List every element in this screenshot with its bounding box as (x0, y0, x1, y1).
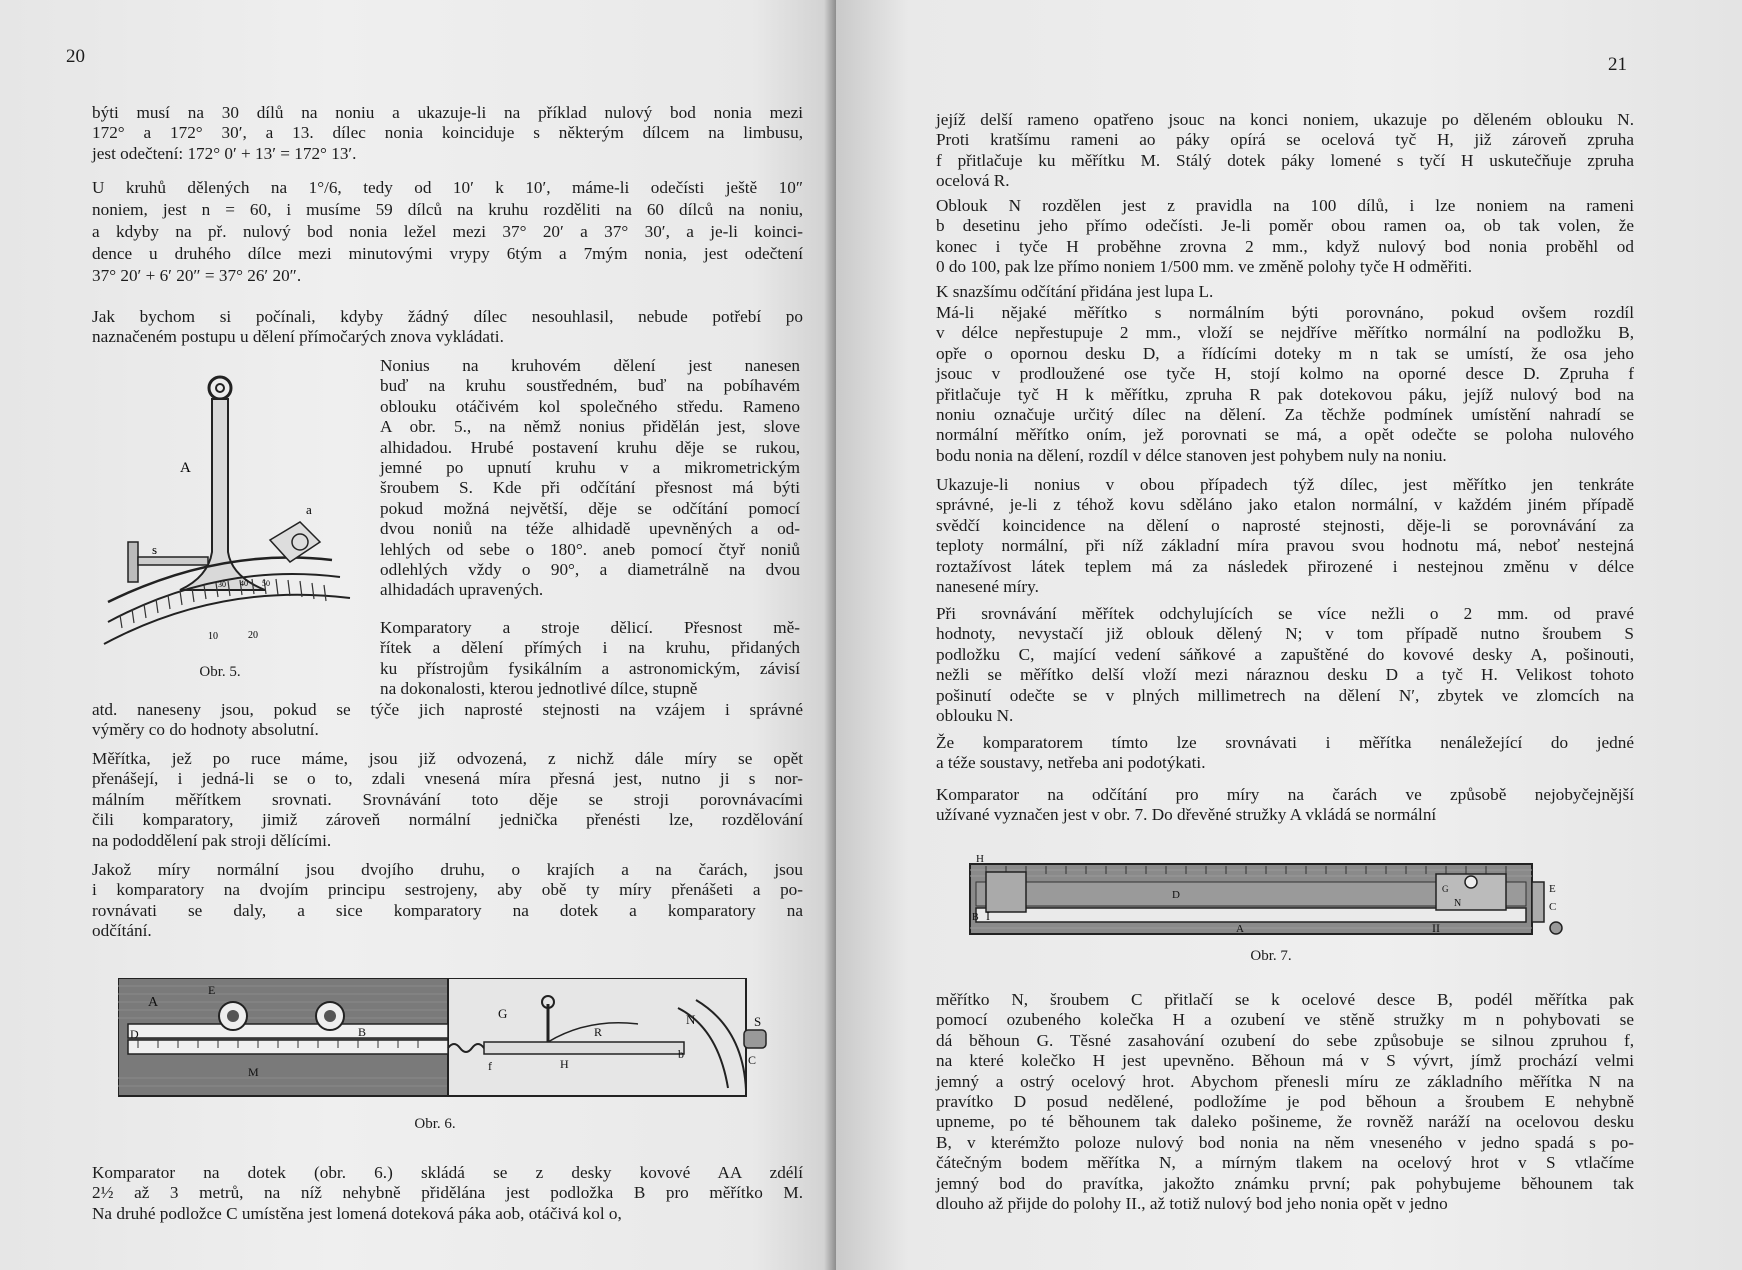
left-paragraph-6 (92, 749, 803, 851)
text-line: odlehlých vždy o 90°, a diametrálně na dvou (380, 560, 800, 580)
text-line: 2½ až 3 metrů, na níž nehybně přidělána jest podložka B pro měřítko M. (92, 1183, 803, 1203)
fig6-label-E: E (208, 983, 216, 997)
fig6-label-B: B (358, 1025, 367, 1039)
text-line: a téže soustavy, netřeba ani podotýkati. (936, 753, 1206, 773)
left-paragraph-5b (92, 700, 803, 741)
text-line: ku přístrojům fysikálním a astronomickým, závisí (380, 658, 800, 678)
fig7-label-G: G (1442, 884, 1449, 894)
left-paragraph-3 (92, 307, 803, 348)
text-line: naznačeném postupu u dělení přímočarých znova vykládati. (92, 327, 504, 347)
text-line: opře o opornou desku D, a řídícími doteky m n tak se umístí, že osa jeho (936, 343, 1634, 363)
left-paragraph-1 (92, 103, 803, 164)
text-line: odčítání. (92, 921, 152, 941)
text-line: svědčí koincidence na dělení o naprosté stejnosti, děje-li se porovnávání za (936, 515, 1634, 535)
right-paragraph-4 (936, 303, 1634, 466)
fig6-label-A: A (148, 995, 159, 1010)
figure-6 (118, 978, 768, 1098)
right-paragraph-8 (936, 785, 1634, 826)
fig6-label-b: b (678, 1047, 684, 1061)
text-line: roztažívost látek teplem má za následek přirozené i nestejnou změnu v délce (936, 556, 1634, 576)
fig7-label-I: I (986, 909, 990, 923)
fig5-label-a: a (306, 502, 312, 517)
text-line: B, v kterémžto poloze nulový bod nonia na něm vneseného v jedno spadá s po- (936, 1132, 1634, 1152)
text-line: řítek a dělení přímých i na kruhu, přidaných (380, 638, 800, 658)
text-line: teploty normální, při níž základní míra pravou svou hodnotu má, neboť nestejná (936, 536, 1634, 556)
text-line: v délce nepřestupuje 2 mm., vloží se nejdříve měřítko normální na podložku B, (936, 323, 1634, 343)
fig7-label-D: D (1172, 889, 1180, 901)
left-paragraph-8 (92, 1163, 803, 1224)
text-line: Jakož míry normální jsou dvojího druhu, o krajích a na čarách, jsou (92, 860, 803, 879)
figure-6-drawing (118, 978, 768, 1098)
figure-7 (966, 852, 1566, 942)
text-line: buď na kruhu soustředném, buď na pobíhavém (380, 376, 800, 396)
figure-5-caption: Obr. 5. (199, 664, 241, 680)
text-line: přenášejí, i jedná-li se o to, zdali vnesená míra přesná jest, nutno ji s nor- (92, 769, 803, 789)
text-line: na pododdělení pak stroji dělícími. (92, 830, 332, 850)
text-line: na které kolečko H jest upevněno. Běhoun má v S vývrt, jímž prochází velmi (936, 1051, 1634, 1071)
text-line: K snazšímu odčítání přidána jest lupa L. (936, 282, 1214, 301)
text-line: šroubem S. Kde při odčítání přesnost má býti (380, 478, 800, 498)
text-line: přitlačuje tyč H k měřítku, zpruha R pak dotekovou páku, jejíž nulový bod na (936, 384, 1634, 404)
text-line: Proti kratšímu rameni ao páky opírá se ocelová tyč H, již zároveň zpruha (936, 130, 1634, 150)
right-paragraph-7 (936, 733, 1634, 774)
text-line: jemný a ostrý ocelový hrot. Abychom přenesli míru ze základního měřítka N na (936, 1071, 1634, 1091)
text-line: podložku C, mající vedení sáňkové a zapuštěné do kovové desky A, pošinouti, (936, 644, 1634, 664)
figure-5 (100, 372, 380, 662)
text-line: a kdyby na př. nulový bod nonia ležel mezi 37° 20′ a 37° 30′, a je-li koinci- (92, 222, 803, 241)
text-line: nežli se měřítko delší vloží mezi náraznou desku D a tyč H. Velikost tohoto (936, 665, 1634, 685)
text-line: býti musí na 30 dílů na noniu a ukazuje-li na příklad nulový bod nonia mezi (92, 103, 803, 122)
text-line: Má-li nějaké měřítko s normálním býti porovnáno, pokud ovšem rozdíl (936, 303, 1634, 322)
fig5-label-A: A (180, 460, 191, 476)
left-paragraph-4 (380, 356, 800, 601)
right-paragraph-6 (936, 604, 1634, 726)
text-line: noniem, jest n = 60, i musíme 59 dílců na kruhu rozděliti na 60 dílců na noniu, (92, 200, 803, 219)
text-line: pokud možná největší, děje se odčítání pomocí (380, 498, 800, 518)
text-line: rovnávati se daly, a sice komparatory na dotek a komparatory na (92, 900, 803, 920)
text-line: Nonius na kruhovém dělení jest nanesen (380, 356, 800, 375)
figure-7-caption: Obr. 7. (1250, 948, 1292, 964)
text-line: Jak bychom si počínali, kdyby žádný dílec nesouhlasil, nebude potřebí po (92, 307, 803, 326)
fig5-scale-10: 10 (208, 631, 218, 642)
text-line: U kruhů dělených na 1°/6, tedy od 10′ k 10′, máme-li odečísti ještě 10″ (92, 178, 803, 197)
text-line: i komparatory na dvojím principu sestrojeny, aby obě ty míry přenášeti a po- (92, 880, 803, 900)
fig6-label-N: N (686, 1012, 696, 1027)
text-line: 0 do 100, pak lze přímo noniem 1/500 mm. ve změně polohy tyče H odměřiti. (936, 257, 1473, 277)
figure-7-drawing (966, 852, 1566, 942)
text-line: lehlých od sebe o 180°. aneb pomocí čtyř noniů (380, 539, 800, 559)
fig5-label-s: s (152, 542, 158, 557)
text-line: jsouc v prodloužené ose tyče H, stojí kolmo na oporné desce D. Zpruha f (936, 364, 1634, 384)
text-line: Komparator na dotek (obr. 6.) skládá se z desky kovové AA zdélí (92, 1163, 803, 1182)
text-line: Komparatory a stroje dělicí. Přesnost mě- (380, 618, 800, 637)
text-line: čátečným bodem měřítka N, a mírným tlakem na ocelový hrot v S vtlačíme (936, 1153, 1634, 1173)
text-line: čili komparatory, jimiž zároveň normální jednička přenésti lze, rozdělování (92, 810, 803, 830)
text-line: ocelová R. (936, 171, 1010, 191)
text-line: jejíž delší rameno opatřeno jsouc na konci noniem, ukazuje po děleném oblouku N. (936, 110, 1634, 129)
right-paragraph-2 (936, 196, 1634, 278)
text-line: alhidadách upravených. (380, 580, 544, 600)
text-line: pošinutí odečte se v plných millimetrech na dělení N′, zbytek ve zlomcích na (936, 685, 1634, 705)
fig7-label-C: C (1549, 901, 1557, 913)
fig6-label-H: H (560, 1057, 569, 1071)
text-line: nanesené míry. (936, 577, 1039, 597)
text-line: Že komparatorem tímto lze srovnávati i měřítka nenáležející do jedné (936, 733, 1634, 752)
fig7-label-E: E (1549, 883, 1556, 895)
fig5-nonius-30: 30 (218, 580, 226, 589)
fig6-label-C: C (748, 1053, 757, 1067)
text-line: oblouku N. (936, 706, 1014, 726)
fig6-label-G: G (498, 1006, 508, 1021)
text-line: správné, je-li z téhož kovu sděláno jako etalon normální, v každém jiném případě (936, 495, 1634, 515)
text-line: alhidadou. Hrubé postavení kruhu děje se rukou, (380, 437, 800, 457)
text-line: jemný bod do pravítka, jakožto známku první; pak pohybujeme běhounem tak (936, 1173, 1634, 1193)
fig6-label-f: f (488, 1059, 492, 1073)
text-line: Komparator na odčítání pro míry na čarách ve způsobě nejobyčejnější (936, 785, 1634, 804)
text-line: hodnoty, nevystačí již oblouk dělený N; v tom případě nutno šroubem S (936, 624, 1634, 644)
text-line: noniu označuje určitý dílec na dělení. Za těchže podmínek umístění nahradí se (936, 405, 1634, 425)
figure-6-caption: Obr. 6. (414, 1116, 456, 1132)
text-line: užívané vyznačen jest v obr. 7. Do dřevěné stružky A vkládá se normální (936, 805, 1437, 825)
text-line: jest odečtení: 172° 0′ + 13′ = 172° 13′. (92, 143, 357, 163)
left-paragraph-5 (380, 618, 800, 700)
text-line: f přitlačuje ku měřítku M. Stálý dotek páky lomené s tyčí H uskutečňuje zpruha (936, 150, 1634, 170)
text-line: 172° a 172° 30′, a 13. dílec nonia koinciduje s některým dílcem na limbusu, (92, 123, 803, 143)
text-line: málním měřítkem srovnati. Srovnávání toto děje se stroji porovnávacími (92, 789, 803, 809)
text-line: pomocí ozubeného kolečka H a ozubení ve stěně stružky m n pohybovati se (936, 1010, 1634, 1030)
fig5-nonius-40: 40 (240, 579, 248, 588)
fig7-label-N: N (1454, 898, 1462, 909)
page-number-right: 21 (1608, 54, 1627, 75)
fig7-label-B: B (972, 912, 979, 923)
text-line: Oblouk N rozdělen jest z pravidla na 100 dílů, i lze noniem na rameni (936, 196, 1634, 215)
figure-5-drawing (100, 372, 380, 662)
text-line: výměry co do hodnoty absolutní. (92, 720, 319, 740)
fig7-label-II: II (1432, 921, 1440, 935)
fig6-label-S: S (754, 1014, 762, 1029)
right-paragraph-5 (936, 475, 1634, 597)
fig6-label-R: R (594, 1025, 603, 1039)
fig6-label-D: D (130, 1027, 139, 1041)
fig6-label-M: M (248, 1065, 259, 1079)
right-paragraph-1 (936, 110, 1634, 192)
text-line: oblouku otáčivém kol společného středu. Rameno (380, 396, 800, 416)
text-line: na dokonalosti, kterou jednotlivé dílce, stupně (380, 679, 698, 699)
text-line: Na druhé podložce C umístěna jest lomená doteková páka aob, otáčivá kol o, (92, 1203, 622, 1223)
text-line: pravítko D posud nedělené, podložíme je pod běhoun a šroubem E nehybně (936, 1092, 1634, 1112)
fig7-label-H: H (976, 853, 984, 865)
page-number-left: 20 (66, 46, 85, 67)
right-paragraph-9 (936, 990, 1634, 1214)
text-line: normální měřítko oním, jež porovnati se má, a opět odečte se poloha nulového (936, 425, 1634, 445)
fig7-label-A: A (1236, 923, 1244, 935)
text-line: atd. naneseny jsou, pokud se týče jich naprosté stejnosti na vzájem i správné (92, 700, 803, 719)
right-page (836, 0, 1742, 1270)
text-line: Ukazuje-li nonius v obou případech týž dílec, jest měřítko jen tenkráte (936, 475, 1634, 494)
text-line: dá běhoun G. Těsné zasahování ozubení do sebe způsobuje se silnou zpruhou f, (936, 1030, 1634, 1050)
text-line: A obr. 5., na němž nonius přidělán jest, slove (380, 417, 800, 437)
text-line: dvou noniů na téže alhidadě upevněných a od- (380, 519, 800, 539)
text-line: měřítko N, šroubem C přitlačí se k ocelové desce B, podél měřítka pak (936, 990, 1634, 1009)
text-line: jemné po upnutí kruhu v a mikrometrickým (380, 458, 800, 478)
text-line: bodu nonia na dělení, rozdíl v délce stanoven jest pohybem nuly na noniu. (936, 445, 1447, 465)
text-line: dlouho až přijde do polohy II., až totiž nulový bod jeho nonia opět v jedno (936, 1194, 1448, 1214)
text-line: b desetinu jeho přímo odečísti. Je-li poměr obou ramen oa, ob tak volen, že (936, 216, 1634, 236)
left-paragraph-7 (92, 860, 803, 942)
text-line: Měřítka, jež po ruce máme, jsou již odvozená, z nichž dále míry se opět (92, 749, 803, 768)
fig5-scale-20: 20 (248, 630, 258, 641)
right-paragraph-3 (936, 282, 1634, 302)
fig5-nonius-50: 50 (262, 579, 270, 588)
text-line: dence u druhého dílce mezi minutovými vrypy 6tým a 7mým nonia, jest odečtení (92, 244, 803, 263)
text-line: 37° 20′ + 6′ 20″ = 37° 26′ 20″. (92, 266, 302, 285)
left-paragraph-2 (92, 177, 803, 287)
text-line: upneme, po té běhounem tak daleko pošineme, že rovněž naráží na ocelovou desku (936, 1112, 1634, 1132)
text-line: Při srovnávání měřítek odchylujících se více nežli o 2 mm. od pravé (936, 604, 1634, 623)
text-line: konec i tyče H proběhne zrovna 2 mm., když nulový bod nonia proběhl od (936, 236, 1634, 256)
left-page (0, 0, 836, 1270)
